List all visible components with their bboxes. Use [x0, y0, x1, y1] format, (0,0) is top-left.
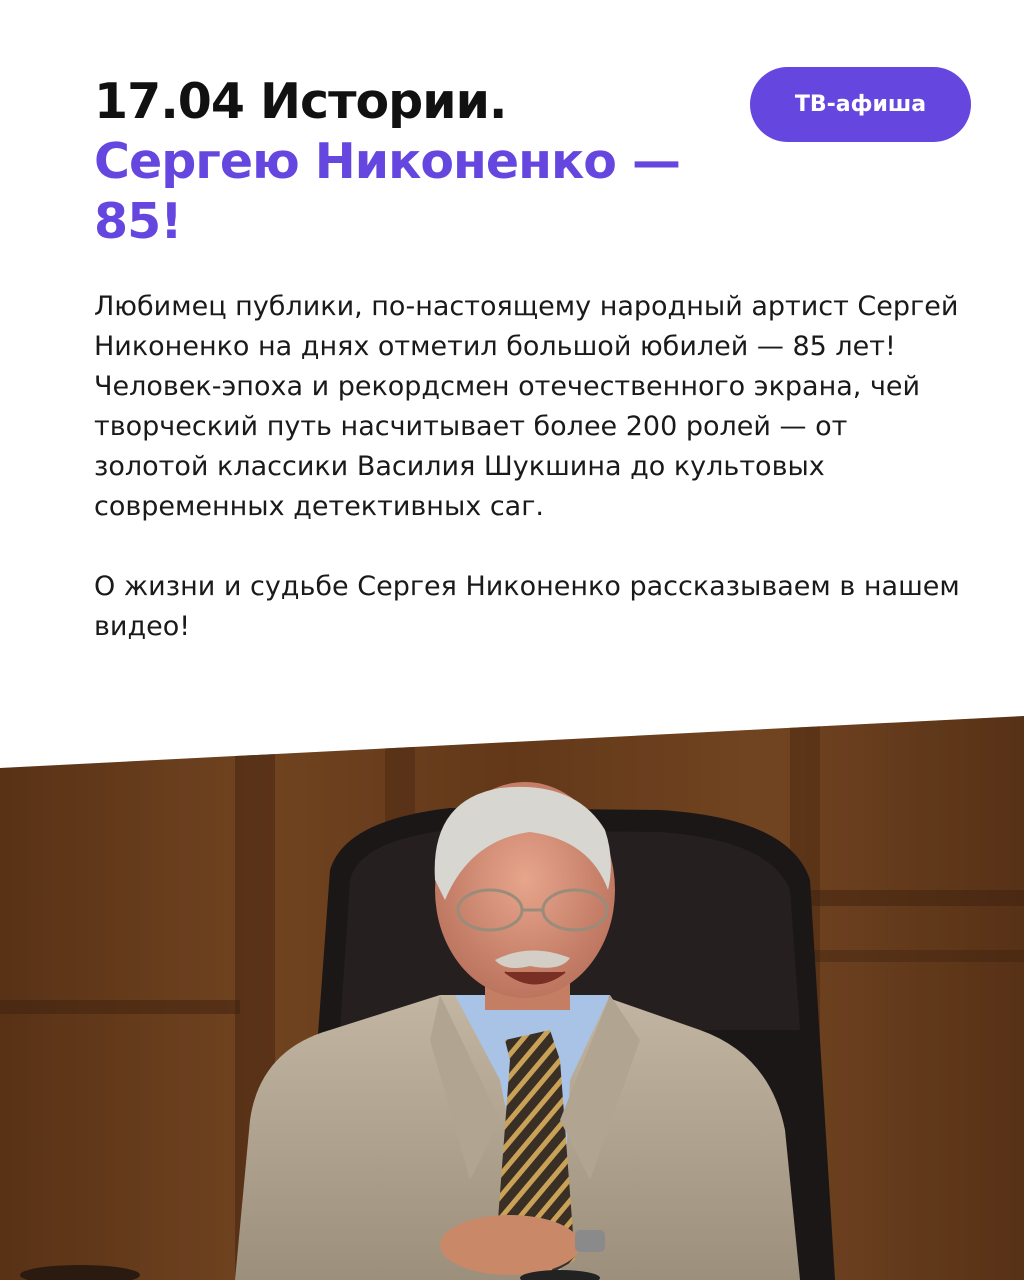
- brand-badge: ТВ-афиша: [750, 67, 971, 142]
- actor-photo-illustration: [0, 700, 1024, 1280]
- post-body: [94, 287, 964, 687]
- actor-photo: [0, 700, 1024, 1280]
- body-paragraph-1: Любимец публики, по-настоящему народный артист Сергей Никоненко на днях отметил большой юбилей — 85 лет! Человек-эпоха и рекордсмен отечественного экрана, чей творческий путь насчитывает более 200 ролей — от золотой классики Василия Шукшина до культовых современных детективных саг.: [94, 291, 959, 522]
- body-paragraph-2: О жизни и судьбе Сергея Никоненко рассказываем в нашем видео!: [94, 571, 960, 642]
- title-headline: Сергею Никоненко — 85!: [94, 133, 680, 250]
- post-title: [94, 72, 774, 252]
- title-date-line: 17.04 Истории.: [94, 73, 507, 130]
